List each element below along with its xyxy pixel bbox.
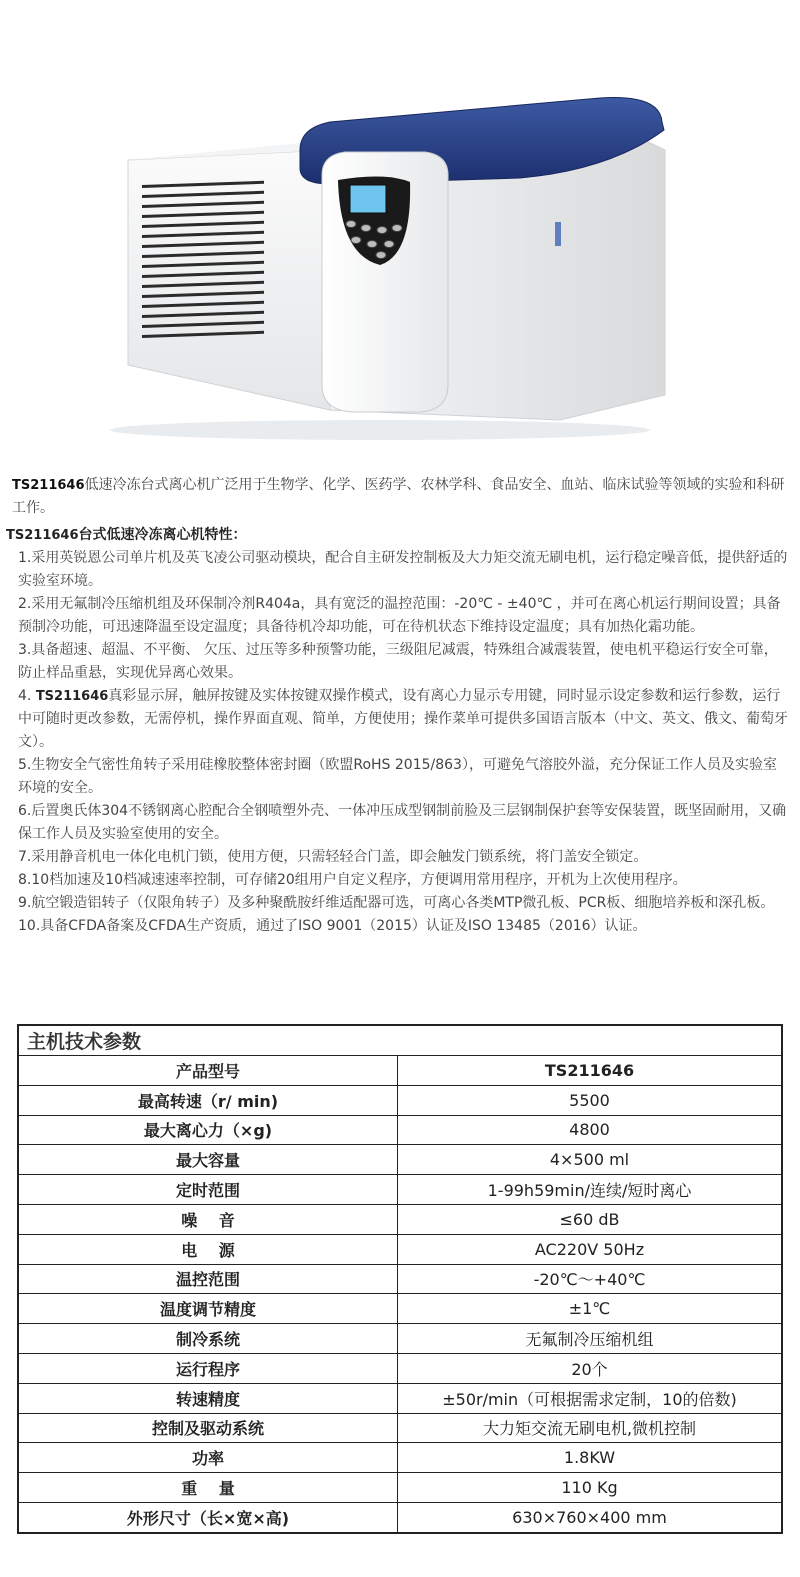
feature-model: TS211646 [35,689,109,704]
body-left [128,150,330,410]
spec-key: 温控范围 [18,1264,398,1294]
feature-item-7 [18,846,788,869]
feature-item-1 [18,547,788,593]
spec-key: 电 源 [18,1234,398,1264]
spec-row [18,1502,782,1532]
centrifuge-product-image [0,0,800,465]
spec-key: 转速精度 [18,1383,398,1413]
spec-value: ≤60 dB [398,1204,783,1234]
spec-key: 最大容量 [18,1145,398,1175]
spec-title-row [18,1025,782,1056]
spec-value: 4×500 ml [398,1145,783,1175]
feature-text: 1.采用英锐恩公司单片机及英飞凌公司驱动模块，配合自主研发控制板及大力矩交流无刷电机，运行稳定噪音低，提供舒适的实验室环境。 [18,550,788,589]
feature-prefix: 4. [18,688,36,704]
feature-item-8 [18,869,788,892]
intro-model: TS211646 [12,478,85,493]
spec-value: ±50r/min（可根据需求定制，10的倍数) [398,1383,783,1413]
feature-text: 7.采用静音机电一体化电机门锁，使用方便，只需轻轻合门盖，即会触发门锁系统，将门盖安全锁定。 [18,849,648,865]
spec-key: 重 量 [18,1473,398,1503]
spec-row [18,1413,782,1443]
feature-text: 真彩显示屏，触屏按键及实体按键双操作模式，设有离心力显示专用键，同时显示设定参数和运行参数，运行中可随时更改参数，无需停机，操作界面直观、简单，方便使用；操作菜单可提供多国语言版本（中文、英文、俄文、葡萄牙文）。 [18,688,788,750]
spec-value: 5500 [398,1085,783,1115]
spec-key: 最大离心力（×g) [18,1115,398,1145]
feature-text: 5.生物安全气密性角转子采用硅橡胶整体密封圈（欧盟RoHS 2015/863），可避免气溶胶外溢，充分保证工作人员及实验室环境的安全。 [18,757,777,796]
spec-row [18,1294,782,1324]
spec-key: 控制及驱动系统 [18,1413,398,1443]
feature-text: 3.具备超速、超温、不平衡、 欠压、过压等多种预警功能，三级阻尼减震，特殊组合减震装置，使电机平稳运行安全可靠，防止样品重悬，实现优异离心效果。 [18,642,778,681]
spec-key: 外形尺寸（长×宽×高) [18,1502,398,1532]
spec-table [17,1024,783,1534]
spec-value: 大力矩交流无刷电机,微机控制 [398,1413,783,1443]
feature-item-5 [18,754,788,800]
spec-row [18,1264,782,1294]
spec-value: 4800 [398,1115,783,1145]
feature-text: 8.10档加速及10档减速速率控制，可存储20组用户自定义程序，方便调用常用程序，开机为上次使用程序。 [18,872,687,888]
feature-text: 9.航空锻造铝转子（仅限角转子）及多种聚酰胺纤维适配器可选，可离心各类MTP微孔板、PCR板、细胞培养板和深孔板。 [18,895,775,911]
intro-paragraph [12,474,792,519]
feature-item-9 [18,892,788,915]
spec-row [18,1383,782,1413]
spec-key: 制冷系统 [18,1324,398,1354]
spec-value: 1.8KW [398,1443,783,1473]
features-heading-text: 台式低速冷冻离心机特性： [78,527,247,543]
spec-key: 运行程序 [18,1353,398,1383]
spec-value: 1-99h59min/连续/短时离心 [398,1175,783,1205]
spec-title: 主机技术参数 [18,1025,782,1056]
spec-key: 温度调节精度 [18,1294,398,1324]
feature-text: 10.具备CFDA备案及CFDA生产资质，通过了ISO 9001（2015）认证及ISO 13485（2016）认证。 [18,918,647,934]
features-heading-model: TS211646 [6,528,79,543]
spec-value: 630×760×400 mm [398,1502,783,1532]
spec-row [18,1473,782,1503]
spec-row [18,1234,782,1264]
feature-item-3 [18,639,788,685]
features-heading [6,524,247,544]
feature-item-2 [18,593,788,639]
spec-row [18,1085,782,1115]
spec-row [18,1353,782,1383]
feature-item-6 [18,800,788,846]
spec-row [18,1145,782,1175]
spec-value: ±1℃ [398,1294,783,1324]
feature-text: 6.后置奥氏体304不锈钢离心腔配合全钢喷塑外壳、一体冲压成型钢制前脸及三层钢制保护套等安保装置，既坚固耐用，又确保工作人员及实验室使用的安全。 [18,803,787,842]
feature-text: 2.采用无氟制冷压缩机组及环保制冷剂R404a，具有宽泛的温控范围：-20℃ - ±40℃ ，并可在离心机运行期间设置；具备预制冷功能，可迅速降温至设定温度；具备待机冷却功能，可在待机状态下维持设定温度；具有加热化霜功能。 [18,596,781,635]
spec-key: 最高转速（r/ min) [18,1085,398,1115]
spec-key: 噪 音 [18,1204,398,1234]
spec-row [18,1324,782,1354]
spec-key: 功率 [18,1443,398,1473]
display-screen [350,185,386,213]
intro-text: 低速冷冻台式离心机广泛用于生物学、化学、医药学、农林学科、食品安全、血站、临床试验等领域的实验和科研工作。 [12,477,785,516]
spec-row [18,1115,782,1145]
features-list [18,547,788,938]
spec-key: 定时范围 [18,1175,398,1205]
feature-item-10 [18,915,788,938]
spec-value: TS211646 [398,1056,783,1086]
spec-row [18,1175,782,1205]
spec-value: 20个 [398,1353,783,1383]
spec-row [18,1443,782,1473]
side-emblem [555,222,561,246]
spec-key: 产品型号 [18,1056,398,1086]
feature-item-4 [18,685,788,754]
spec-value: 110 Kg [398,1473,783,1503]
shadow [110,420,650,440]
spec-value: AC220V 50Hz [398,1234,783,1264]
spec-row [18,1056,782,1086]
spec-row [18,1204,782,1234]
spec-value: 无氟制冷压缩机组 [398,1324,783,1354]
spec-value: -20℃～+40℃ [398,1264,783,1294]
